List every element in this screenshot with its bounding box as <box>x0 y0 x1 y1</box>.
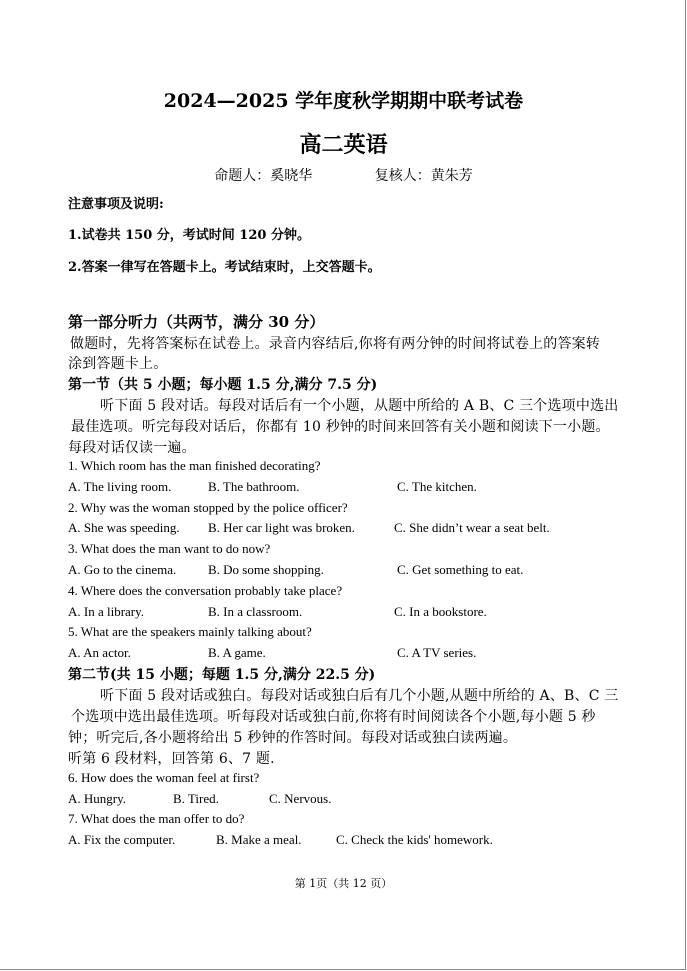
subject-title: 高二英语 <box>299 132 388 158</box>
q1-option-c: C. The kitchen. <box>397 479 477 494</box>
section1-instr-line1: 听下面 5 段对话。每段对话后有一个小题，从题中所给的 A B、C 三个选项中选出 <box>100 398 619 414</box>
q6-option-b: B. Tired. <box>173 791 219 806</box>
section2-instr-line3: 钟；听完后,各小题将给出 5 秒钟的作答时间。每段对话或独白读两遍。 <box>68 730 518 746</box>
section1-title: 第一节（共 5 小题；每小题 1.5 分,满分 7.5 分) <box>68 377 378 393</box>
authors-line <box>0 165 687 185</box>
part1-intro-line2: 涂到答题卡上。 <box>68 356 168 372</box>
q4-option-a: A. In a library. <box>68 604 145 619</box>
note-item-2: 2.答案一律写在答题卡上。考试结束时，上交答题卡。 <box>68 260 381 275</box>
q5-option-a: A. An actor. <box>68 645 131 660</box>
section2-instr-line1: 听下面 5 段对话或独白。每段对话或独白后有几个小题,从题中所给的 A、B、C 三 <box>100 688 619 704</box>
section2-title: 第二节(共 15 小题；每题 1.5 分,满分 22.5 分) <box>68 667 376 683</box>
q3-option-a: A. Go to the cinema. <box>68 562 177 577</box>
q6-option-a: A. Hungry. <box>68 791 127 806</box>
q4-option-b: B. In a classroom. <box>208 604 303 619</box>
q2-option-c: C. She didn’t wear a seat belt. <box>394 520 550 535</box>
q2-option-a: A. She was speeding. <box>68 520 180 535</box>
notes-heading: 注意事项及说明: <box>68 197 164 212</box>
question-6: 6. How does the woman feel at first? <box>68 770 260 785</box>
q1-option-b: B. The bathroom. <box>208 479 300 494</box>
author: 命题人：奚晓华 <box>214 168 313 184</box>
q7-option-a: A. Fix the computer. <box>68 832 176 847</box>
question-3: 3. What does the man want to do now? <box>68 541 271 556</box>
q1-option-a: A. The living room. <box>68 479 172 494</box>
q3-option-b: B. Do some shopping. <box>208 562 324 577</box>
reviewer: 复核人：黄朱芳 <box>374 168 473 184</box>
question-5: 5. What are the speakers mainly talking about? <box>68 624 312 639</box>
section1-instr-line3: 每段对话仅读一遍。 <box>68 440 196 456</box>
exam-title: 2024—2025 学年度秋学期期中联考试卷 <box>163 90 524 112</box>
q6-option-c: C. Nervous. <box>269 791 332 806</box>
section2-instr-line2: 个选项中选出最佳选项。听每段对话或独白前,你将有时间阅读各个小题,每小题 5 秒 <box>71 709 596 725</box>
question-1: 1. Which room has the man finished decorating? <box>68 458 321 473</box>
part1-intro-line1: 做题时，先将答案标在试卷上。录音内容结后,你将有两分钟的时间将试卷上的答案转 <box>70 336 601 352</box>
section1-instr-line2: 最佳选项。听完每段对话后，你都有 10 秒钟的时间来回答有关小题和阅读下一小题。 <box>71 419 610 435</box>
page-number: 第 1页（共 12 页） <box>294 877 393 890</box>
question-2: 2. Why was the woman stopped by the police officer? <box>68 500 348 515</box>
q5-option-c: C. A TV series. <box>397 645 477 660</box>
question-7: 7. What does the man offer to do? <box>68 811 245 826</box>
q7-option-b: B. Make a meal. <box>216 832 302 847</box>
q4-option-c: C. In a bookstore. <box>394 604 487 619</box>
part1-title: 第一部分听力（共两节，满分 30 分） <box>68 313 325 331</box>
q7-option-c: C. Check the kids' homework. <box>336 832 493 847</box>
note-item-1: 1.试卷共 150 分，考试时间 120 分钟。 <box>68 228 310 243</box>
question-4: 4. Where does the conversation probably take place? <box>68 583 343 598</box>
material-note: 听第 6 段材料，回答第 6、7 题. <box>68 751 275 767</box>
q2-option-b: B. Her car light was broken. <box>208 520 355 535</box>
q5-option-b: B. A game. <box>208 645 266 660</box>
q3-option-c: C. Get something to eat. <box>397 562 524 577</box>
